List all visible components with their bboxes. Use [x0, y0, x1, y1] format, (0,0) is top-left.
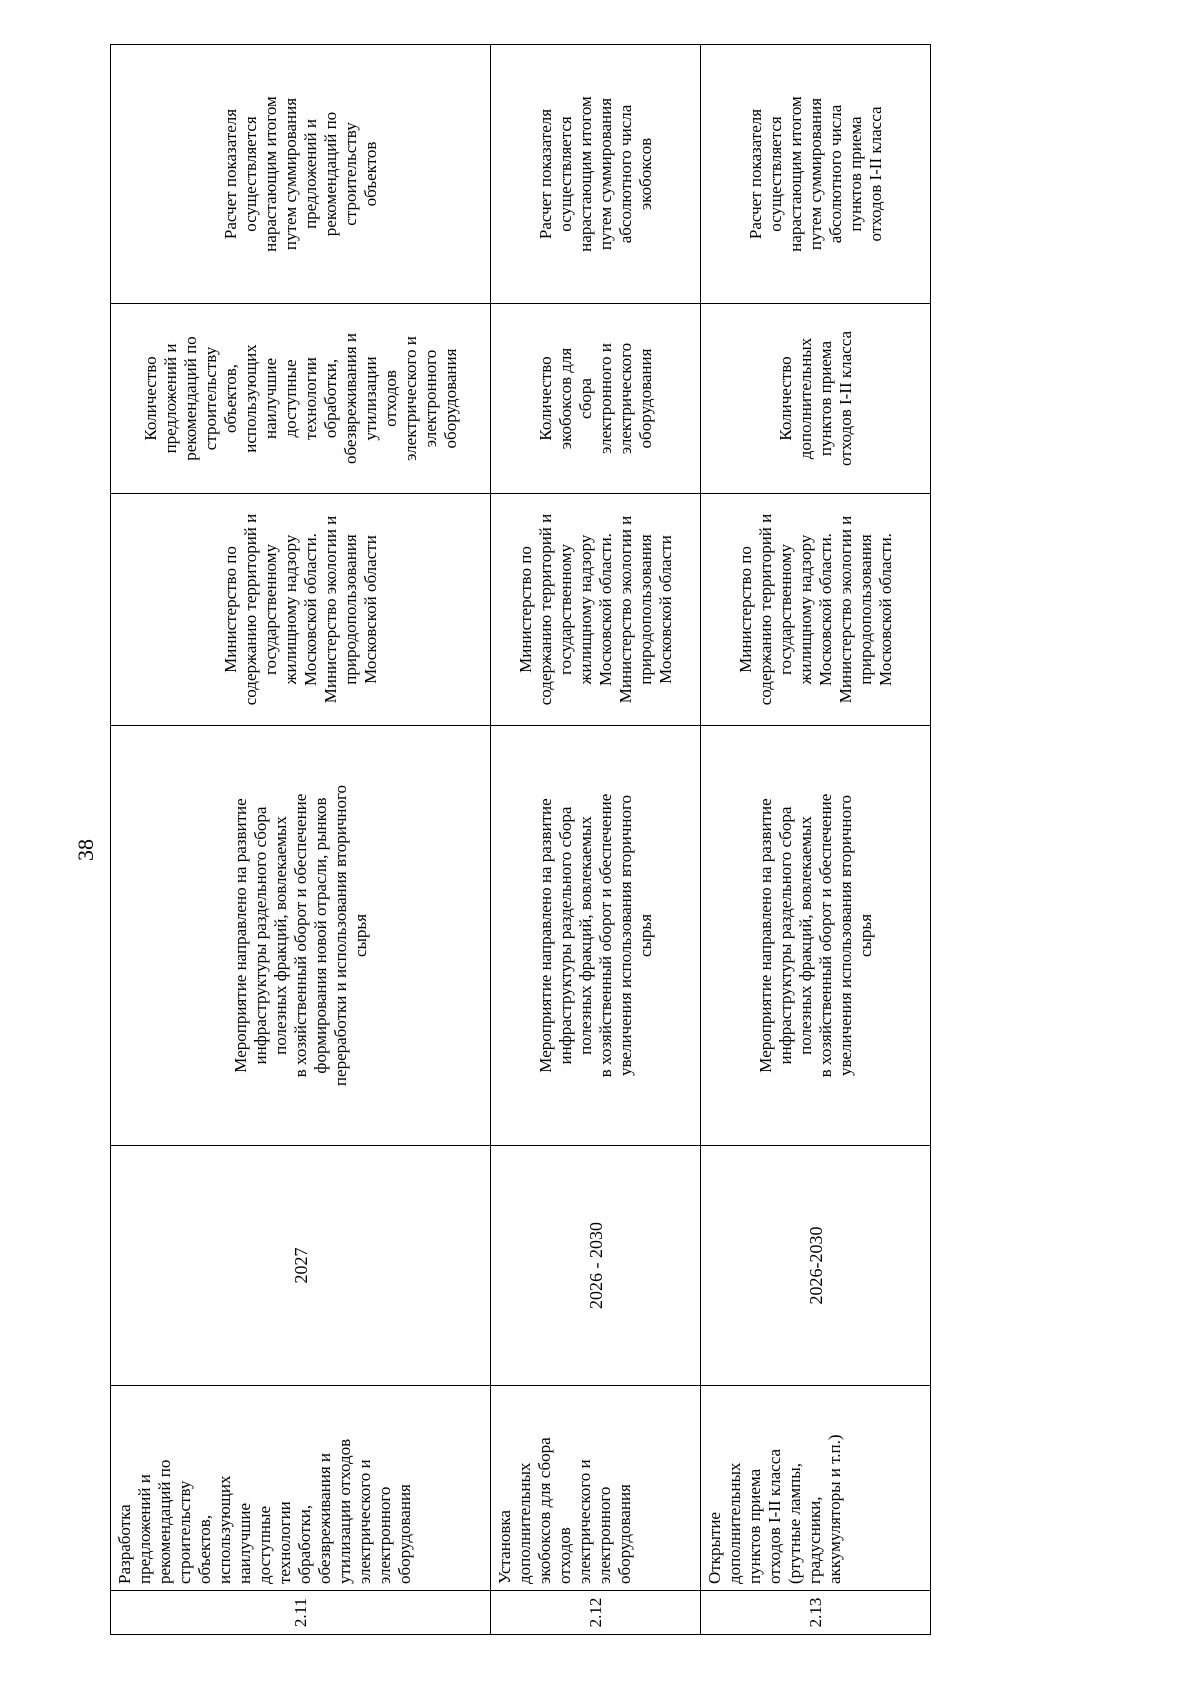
measure-name: Разработка предложений и рекомендаций по строительству объектов, использующих наилучшие доступные технологии обработки, обезвреживания и утилизации отходов электрического и электронного оборудования — [111, 1386, 491, 1591]
table-row — [701, 45, 931, 1635]
rotated-table-container — [110, 45, 930, 1635]
table-row — [111, 45, 491, 1635]
measure-period: 2026-2030 — [701, 1146, 931, 1386]
measure-description: Мероприятие направлено на развитие инфраструктуры раздельного сбора полезных фракций, вовлекаемых в хозяйственный оборот и обеспечение формирования новой отрасли, рынков переработки и использования вторичного сырья — [111, 726, 491, 1146]
measure-description: Мероприятие направлено на развитие инфраструктуры раздельного сбора полезных фракций, вовлекаемых в хозяйственный оборот и обеспечение увеличения использования вторичного сырья — [491, 726, 701, 1146]
measure-description: Мероприятие направлено на развитие инфраструктуры раздельного сбора полезных фракций, вовлекаемых в хозяйственный оборот и обеспечение увеличения использования вторичного сырья — [701, 726, 931, 1146]
measure-calculation: Расчет показателя осуществляется нарастающим итогом путем суммирования абсолютного числа экобоксов — [491, 45, 701, 304]
measures-table — [110, 44, 931, 1635]
measure-indicator: Количество экобоксов для сбора электронного и электрического оборудования — [491, 304, 701, 494]
row-number: 2.12 — [491, 1591, 701, 1635]
measure-responsible: Министерство по содержанию территорий и государственному жилищному надзору Московской области. Министерство экологии и природопользования Московской области — [491, 494, 701, 726]
row-number: 2.11 — [111, 1591, 491, 1635]
measure-name: Установка дополнительных экобоксов для сбора отходов электрического и электронного оборудования — [491, 1386, 701, 1591]
measure-calculation: Расчет показателя осуществляется нарастающим итогом путем суммирования предложений и рекомендаций по строительству объектов — [111, 45, 491, 304]
measure-indicator: Количество предложений и рекомендаций по строительству объектов, использующих наилучшие доступные технологии обработки, обезвреживания и утилизации отходов электрического и электронного оборудования — [111, 304, 491, 494]
measure-responsible: Министерство по содержанию территорий и государственному жилищному надзору Московской области. Министерство экологии и природопользования Московской области. — [701, 494, 931, 726]
row-number: 2.13 — [701, 1591, 931, 1635]
table-row — [491, 45, 701, 1635]
measure-period: 2027 — [111, 1146, 491, 1386]
measure-period: 2026 - 2030 — [491, 1146, 701, 1386]
measure-responsible: Министерство по содержанию территорий и государственному жилищному надзору Московской области. Министерство экологии и природопользования Московской области — [111, 494, 491, 726]
measure-calculation: Расчет показателя осуществляется нарастающим итогом путем суммирования абсолютного числа пунктов приема отходов I-II класса — [701, 45, 931, 304]
measure-name: Открытие дополнительных пунктов приема отходов I-II класса (ртутные лампы, градусники, аккумуляторы и т.п.) — [701, 1386, 931, 1591]
page-number: 38 — [73, 839, 98, 861]
measure-indicator: Количество дополнительных пунктов приема отходов I-II класса — [701, 304, 931, 494]
